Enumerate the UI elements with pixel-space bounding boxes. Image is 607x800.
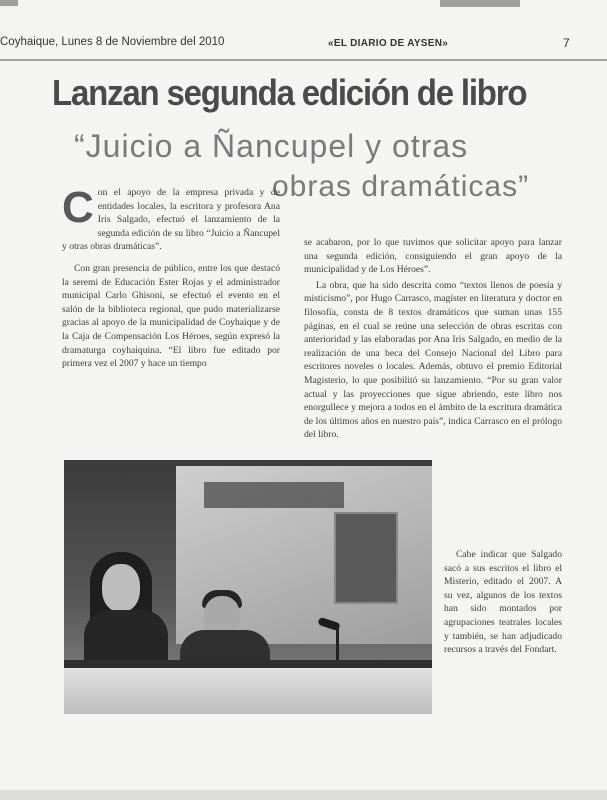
article-headline: Lanzan segunda edición de libro [52,72,527,113]
header-rule [0,59,607,61]
article-column-2 [304,236,562,442]
column1-paragraph2: Con gran presencia de público, entre los que destacó la seremi de Educación Ester Rojas y el administrador municipal Carlo Ghisoni, se efectuó el evento en el salón de la biblioteca regional, que pudo materializarse gracias al apoyo de la municipalidad de Coyhaique y de la Caja de Compensación Los Héroes, según expresó la dramaturga coyhaiquina. “El libro fue editado por primera vez el 2007 y hace un tiempo [62,262,280,370]
header-date: Coyhaique, Lunes 8 de Noviembre del 2010 [0,36,225,48]
header-page-number: 7 [563,36,570,50]
article-subtitle-line1: “Juicio a Ñancupel y otras [74,128,469,164]
scan-artifact [0,0,18,6]
column2-paragraph2: La obra, que ha sido descrita como “textos llenos de poesía y misticismo”, por Hugo Carrasco, magíster en literatura y doctor en filosofía, consta de 8 textos dramáticos que suman unas 155 páginas, en el cual se reúne una selección de obras escritas con anterioridad y las elaboradas por Ana Iris Salgado, en medio de la realización de una beca del Consejo Nacional del Libro para escritores noveles o locales. Además, obtuvo el premio Editorial Magisterio, lo que posibilitó su lanzamiento. “Por su gran valor actual y las proyecciones que sigue abriendo, este libro nos enorgullece y mejora a todos en el ámbito de la escritura dramática de los últimos años en nuestro país”, indica Carrasco en el prólogo del libro. [304,279,562,441]
scan-artifact [0,790,607,800]
article-subtitle-line2: obras dramáticas” [272,170,530,203]
table-cloth [64,668,432,714]
article-column-2-continued [444,548,562,657]
author-figure-face [102,564,140,612]
column1-paragraph1: on el apoyo de la empresa privada y de entidades locales, la escritora y profesora Ana Iris Salgado, efectuó el lanzamiento de la segunda edición de su libro “Juicio a Ñancupel y otras obras dramáticas”. [62,187,280,253]
page-header [0,34,607,54]
event-photo [64,460,432,714]
scan-artifact [440,0,520,7]
projected-book-cover [334,512,398,604]
column2-paragraph3: Cabe indicar que Salgado sacó a sus escritos el libro el Misterio, editado el 2007. A su vez, algunos de los textos han sido montados por agrupaciones teatrales locales y también, se han adjudicado recursos a través del Fondart. [444,549,562,656]
header-newspaper-name: «EL DIARIO DE AYSEN» [328,38,449,49]
projected-title-band [204,482,344,508]
article-column-1 [62,183,280,371]
microphone-stand [336,626,339,664]
dropcap: C [62,183,94,232]
column2-paragraph1: se acabaron, por lo que tuvimos que solicitar apoyo para lanzar una segunda edición, consiguiendo el gran apoyo de la municipalidad y de Los Héroes”. [304,237,562,276]
